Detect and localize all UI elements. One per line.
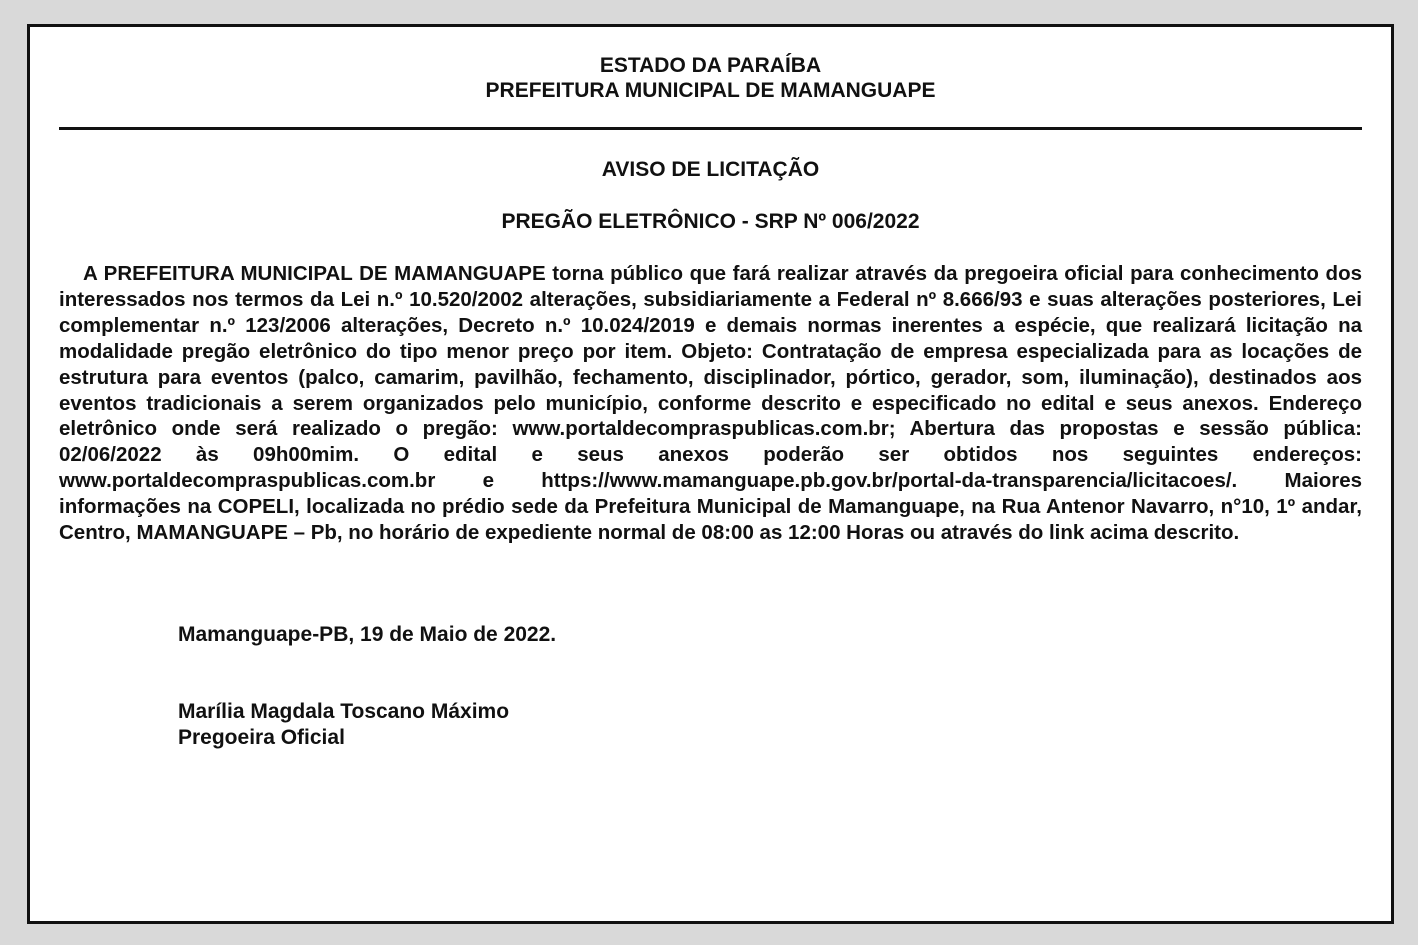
date-line: Mamanguape-PB, 19 de Maio de 2022. [178,623,557,646]
notice-title: AVISO DE LICITAÇÃO [601,158,820,181]
municipality-name: PREFEITURA MUNICIPAL DE MAMANGUAPE [485,79,936,102]
notice-subtitle: PREGÃO ELETRÔNICO - SRP Nº 006/2022 [501,210,920,233]
notice-box [27,24,1394,924]
notice-body: A PREFEITURA MUNICIPAL DE MAMANGUAPE torna público que fará realizar através da pregoeira oficial para conhecimento dos interessados nos termos da Lei n.º 10.520/2002 alterações, subsidiariamente a Federal nº 8.666/93 e suas alterações posteriores, Lei complementar n.º 123/2006 alterações, Decreto n.º 10.024/2019 e demais normas inerentes a espécie, que realizará licitação na modalidade pregão eletrônico do tipo menor preço por item. Objeto: Contratação de empresa especializada para as locações de estrutura para eventos (palco, camarim, pavilhão, fechamento, disciplinador, pórtico, gerador, som, iluminação), destinados aos eventos tradicionais a serem organizados pelo município, conforme descrito e especificado no edital e seus anexos. Endereço eletrônico onde será realizado o pregão: www.portaldecompraspublicas.com.br; Abertura das propostas e sessão pública: 02/06/2022 às 09h00mim. O edital e seus anexos poderão ser obtidos nos seguintes endereços: www.portaldecompraspublicas.com.br e https://www.mamanguape.pb.gov.br/portal-da-transparencia/licitacoes/. Maiores informações na COPELI, localizada no prédio sede da Prefeitura Municipal de Mamanguape, na Rua Antenor Navarro, n°10, 1º andar, Centro, MAMANGUAPE – Pb, no horário de expediente normal de 08:00 as 12:00 Horas ou através do link acima descrito. [59,262,1362,545]
state-name: ESTADO DA PARAÍBA [599,54,822,77]
header-divider [59,127,1362,130]
signer-role: Pregoeira Oficial [178,726,345,749]
signature-block [178,699,509,751]
header [30,53,1391,103]
signer-name: Marília Magdala Toscano Máximo [178,700,510,723]
